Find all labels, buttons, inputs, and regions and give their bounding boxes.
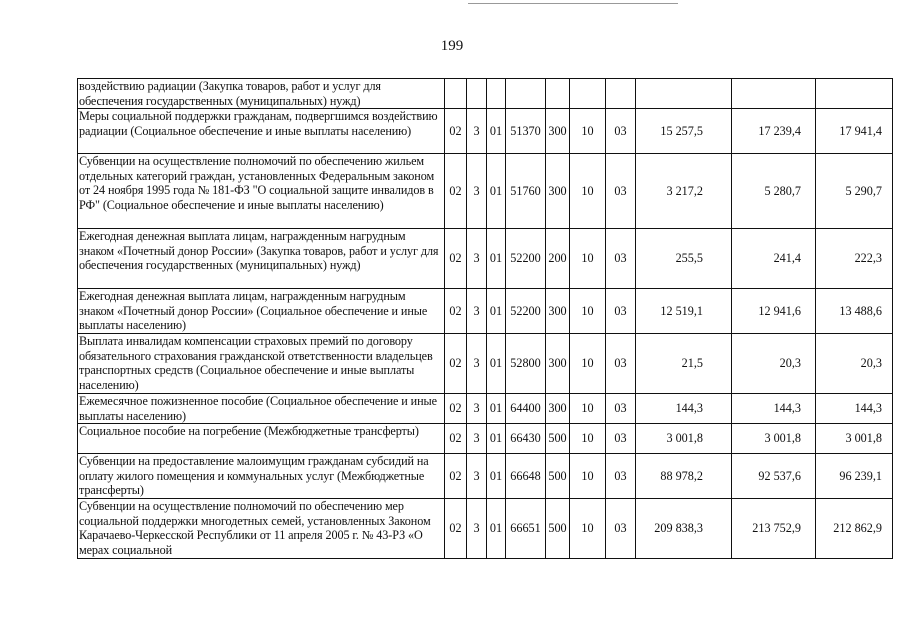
amount-year-3: 96 239,1 bbox=[816, 454, 893, 499]
amount-year-3: 222,3 bbox=[816, 229, 893, 289]
amount-year-2: 17 239,4 bbox=[732, 109, 816, 154]
code-subsection: 03 bbox=[606, 334, 636, 394]
row-name-cell bbox=[78, 229, 445, 289]
amount-year-1: 255,5 bbox=[636, 229, 732, 289]
code-gp: 02 bbox=[445, 229, 467, 289]
table-row bbox=[78, 334, 893, 394]
amount-year-3: 17 941,4 bbox=[816, 109, 893, 154]
code-pp: 3 bbox=[467, 394, 487, 424]
code-om: 01 bbox=[487, 454, 506, 499]
top-rule bbox=[468, 3, 678, 4]
row-name: Ежемесячное пожизненное пособие (Социальное обеспечение и иные выплаты населению) bbox=[79, 394, 437, 423]
amount-year-2: 144,3 bbox=[732, 394, 816, 424]
row-name: Субвенции на предоставление малоимущим гражданам субсидий на оплату жилого помещения и коммунальных услуг (Межбюджетные трансферты) bbox=[79, 454, 429, 497]
row-name-cell bbox=[78, 499, 445, 559]
code-section: 10 bbox=[570, 454, 606, 499]
table-row bbox=[78, 394, 893, 424]
table-row bbox=[78, 499, 893, 559]
code-direction: 52800 bbox=[506, 334, 546, 394]
code-expense-type bbox=[546, 79, 570, 109]
code-gp: 02 bbox=[445, 394, 467, 424]
code-subsection: 03 bbox=[606, 229, 636, 289]
code-section: 10 bbox=[570, 229, 606, 289]
row-name: воздействию радиации (Закупка товаров, работ и услуг для обеспечения государственных (муниципальных) нужд) bbox=[79, 79, 381, 108]
row-name-cell bbox=[78, 394, 445, 424]
code-om bbox=[487, 79, 506, 109]
code-direction: 64400 bbox=[506, 394, 546, 424]
code-direction: 66430 bbox=[506, 424, 546, 454]
amount-year-2: 92 537,6 bbox=[732, 454, 816, 499]
code-pp: 3 bbox=[467, 229, 487, 289]
code-om: 01 bbox=[487, 154, 506, 229]
code-gp: 02 bbox=[445, 454, 467, 499]
code-subsection: 03 bbox=[606, 499, 636, 559]
code-expense-type: 300 bbox=[546, 334, 570, 394]
code-pp: 3 bbox=[467, 109, 487, 154]
code-expense-type: 200 bbox=[546, 229, 570, 289]
row-name-cell bbox=[78, 79, 445, 109]
code-om: 01 bbox=[487, 334, 506, 394]
amount-year-2 bbox=[732, 79, 816, 109]
amount-year-1: 144,3 bbox=[636, 394, 732, 424]
code-direction: 51760 bbox=[506, 154, 546, 229]
code-section: 10 bbox=[570, 289, 606, 334]
code-direction: 66648 bbox=[506, 454, 546, 499]
table-row bbox=[78, 79, 893, 109]
code-section: 10 bbox=[570, 154, 606, 229]
code-pp bbox=[467, 79, 487, 109]
table-row bbox=[78, 424, 893, 454]
table-row bbox=[78, 229, 893, 289]
code-pp: 3 bbox=[467, 154, 487, 229]
code-direction: 51370 bbox=[506, 109, 546, 154]
amount-year-1: 15 257,5 bbox=[636, 109, 732, 154]
code-section: 10 bbox=[570, 424, 606, 454]
code-gp: 02 bbox=[445, 289, 467, 334]
row-name: Ежегодная денежная выплата лицам, награжденным нагрудным знаком «Почетный донор России» (Закупка товаров, работ и услуг для обеспечения государственных (муниципальных) нужд) bbox=[79, 229, 439, 272]
code-om: 01 bbox=[487, 424, 506, 454]
row-name: Меры социальной поддержки гражданам, подвергшимся воздействию радиации (Социальное обеспечение и иные выплаты населению) bbox=[79, 109, 438, 138]
code-gp: 02 bbox=[445, 424, 467, 454]
row-name: Социальное пособие на погребение (Межбюджетные трансферты) bbox=[79, 424, 419, 438]
code-gp: 02 bbox=[445, 334, 467, 394]
amount-year-2: 12 941,6 bbox=[732, 289, 816, 334]
row-name-cell bbox=[78, 454, 445, 499]
row-name: Выплата инвалидам компенсации страховых премий по договору обязательного страхования гражданской ответственности владельцев транспортных средств (Социальное обеспечение и иные выплаты населению) bbox=[79, 334, 433, 392]
code-pp: 3 bbox=[467, 289, 487, 334]
code-expense-type: 500 bbox=[546, 424, 570, 454]
code-subsection: 03 bbox=[606, 454, 636, 499]
code-pp: 3 bbox=[467, 334, 487, 394]
code-om: 01 bbox=[487, 394, 506, 424]
code-gp: 02 bbox=[445, 154, 467, 229]
amount-year-3: 144,3 bbox=[816, 394, 893, 424]
amount-year-3: 13 488,6 bbox=[816, 289, 893, 334]
code-om: 01 bbox=[487, 289, 506, 334]
amount-year-1: 3 217,2 bbox=[636, 154, 732, 229]
code-section bbox=[570, 79, 606, 109]
amount-year-3: 3 001,8 bbox=[816, 424, 893, 454]
amount-year-1: 209 838,3 bbox=[636, 499, 732, 559]
code-pp: 3 bbox=[467, 454, 487, 499]
code-om: 01 bbox=[487, 109, 506, 154]
amount-year-1: 88 978,2 bbox=[636, 454, 732, 499]
amount-year-2: 20,3 bbox=[732, 334, 816, 394]
row-name-cell bbox=[78, 424, 445, 454]
code-om: 01 bbox=[487, 499, 506, 559]
code-expense-type: 300 bbox=[546, 109, 570, 154]
table-row bbox=[78, 454, 893, 499]
page-number: 199 bbox=[440, 38, 464, 54]
row-name-cell bbox=[78, 334, 445, 394]
code-subsection: 03 bbox=[606, 394, 636, 424]
amount-year-1: 3 001,8 bbox=[636, 424, 732, 454]
table-row bbox=[78, 289, 893, 334]
code-section: 10 bbox=[570, 109, 606, 154]
code-expense-type: 300 bbox=[546, 154, 570, 229]
code-pp: 3 bbox=[467, 499, 487, 559]
amount-year-1: 21,5 bbox=[636, 334, 732, 394]
table-row bbox=[78, 154, 893, 229]
code-subsection: 03 bbox=[606, 424, 636, 454]
amount-year-3: 20,3 bbox=[816, 334, 893, 394]
code-gp bbox=[445, 79, 467, 109]
code-expense-type: 300 bbox=[546, 394, 570, 424]
code-pp: 3 bbox=[467, 424, 487, 454]
row-name-cell bbox=[78, 154, 445, 229]
table-row bbox=[78, 109, 893, 154]
code-direction: 66651 bbox=[506, 499, 546, 559]
code-subsection: 03 bbox=[606, 289, 636, 334]
budget-table bbox=[77, 78, 893, 559]
row-name-cell bbox=[78, 289, 445, 334]
code-section: 10 bbox=[570, 334, 606, 394]
code-expense-type: 500 bbox=[546, 499, 570, 559]
amount-year-3: 5 290,7 bbox=[816, 154, 893, 229]
code-subsection: 03 bbox=[606, 154, 636, 229]
row-name: Ежегодная денежная выплата лицам, награжденным нагрудным знаком «Почетный донор России» (Социальное обеспечение и иные выплаты населению) bbox=[79, 289, 428, 332]
code-direction bbox=[506, 79, 546, 109]
amount-year-3 bbox=[816, 79, 893, 109]
code-om: 01 bbox=[487, 229, 506, 289]
row-name: Субвенции на осуществление полномочий по обеспечению жильем отдельных категорий граждан, установленных Федеральным законом от 24 ноября 1995 года № 181-ФЗ "О социальной защите инвалидов в РФ" (Социальное обеспечение и иные выплаты населению) bbox=[79, 154, 435, 212]
amount-year-2: 3 001,8 bbox=[732, 424, 816, 454]
amount-year-3: 212 862,9 bbox=[816, 499, 893, 559]
code-subsection bbox=[606, 79, 636, 109]
code-expense-type: 500 bbox=[546, 454, 570, 499]
amount-year-1: 12 519,1 bbox=[636, 289, 732, 334]
code-section: 10 bbox=[570, 499, 606, 559]
amount-year-1 bbox=[636, 79, 732, 109]
code-direction: 52200 bbox=[506, 229, 546, 289]
code-gp: 02 bbox=[445, 109, 467, 154]
code-subsection: 03 bbox=[606, 109, 636, 154]
code-direction: 52200 bbox=[506, 289, 546, 334]
amount-year-2: 213 752,9 bbox=[732, 499, 816, 559]
code-gp: 02 bbox=[445, 499, 467, 559]
code-expense-type: 300 bbox=[546, 289, 570, 334]
row-name-cell bbox=[78, 109, 445, 154]
amount-year-2: 241,4 bbox=[732, 229, 816, 289]
code-section: 10 bbox=[570, 394, 606, 424]
amount-year-2: 5 280,7 bbox=[732, 154, 816, 229]
row-name: Субвенции на осуществление полномочий по обеспечению мер социальной поддержки многодетных семей, установленных Законом Карачаево-Черкесской Республики от 11 апреля 2005 г. № 43-РЗ «О мерах социальной bbox=[79, 499, 431, 557]
